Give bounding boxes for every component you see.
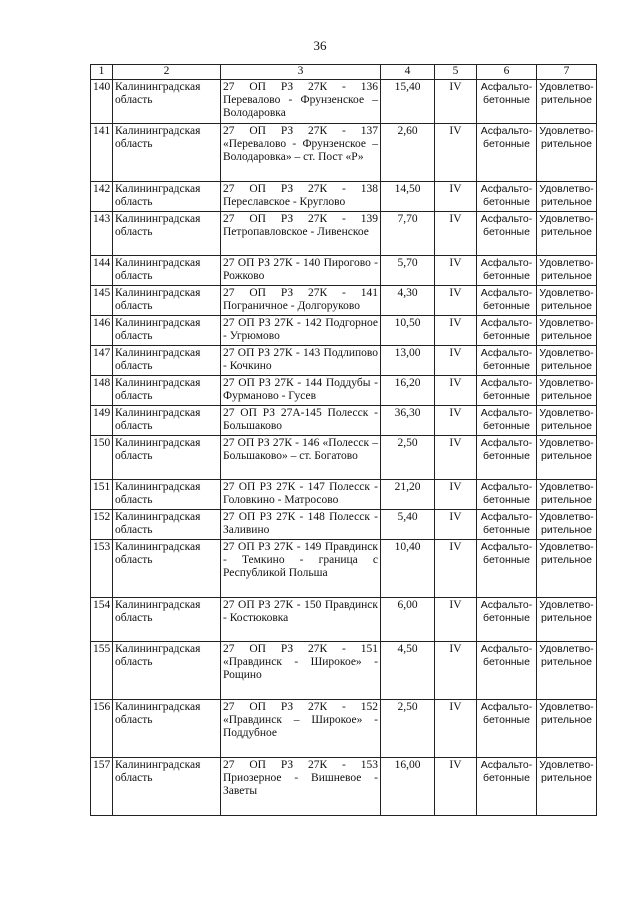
column-header: 1: [91, 65, 113, 80]
category-cell: IV: [435, 510, 477, 540]
condition-cell: Удовлетво-рительное: [537, 346, 597, 376]
length-cell: 16,20: [381, 376, 435, 406]
row-number: 145: [91, 286, 113, 316]
surface-type-cell: Асфальто-бетонные: [477, 540, 537, 598]
condition-cell: Удовлетво-рительное: [537, 758, 597, 816]
surface-type-cell: Асфальто-бетонные: [477, 436, 537, 480]
table-row: [91, 346, 597, 376]
surface-type-cell: Асфальто-бетонные: [477, 758, 537, 816]
category-cell: IV: [435, 80, 477, 124]
length-cell: 10,40: [381, 540, 435, 598]
region-cell: Калининградская область: [113, 510, 221, 540]
table-header-row: [91, 65, 597, 80]
page-number: 36: [313, 38, 327, 53]
row-number: 156: [91, 700, 113, 758]
table-body: [91, 80, 597, 816]
length-cell: 4,50: [381, 642, 435, 700]
length-cell: 7,70: [381, 212, 435, 256]
length-cell: 2,50: [381, 436, 435, 480]
row-number: 144: [91, 256, 113, 286]
category-cell: IV: [435, 436, 477, 480]
region-cell: Калининградская область: [113, 540, 221, 598]
condition-cell: Удовлетво-рительное: [537, 212, 597, 256]
condition-cell: Удовлетво-рительное: [537, 376, 597, 406]
region-cell: Калининградская область: [113, 182, 221, 212]
surface-type-cell: Асфальто-бетонные: [477, 642, 537, 700]
road-name-cell: 27 ОП РЗ 27К - 144 Поддубы - Фурманово - Гусев: [221, 376, 381, 406]
length-cell: 2,50: [381, 700, 435, 758]
region-cell: Калининградская область: [113, 642, 221, 700]
column-header: 3: [221, 65, 381, 80]
region-cell: Калининградская область: [113, 80, 221, 124]
region-cell: Калининградская область: [113, 758, 221, 816]
row-number: 141: [91, 124, 113, 182]
surface-type-cell: Асфальто-бетонные: [477, 700, 537, 758]
category-cell: IV: [435, 256, 477, 286]
surface-type-cell: Асфальто-бетонные: [477, 406, 537, 436]
road-name-cell: 27 ОП РЗ 27К - 137 «Перевалово - Фрунзенское – Володаровка» – ст. Пост «Р»: [221, 124, 381, 182]
surface-type-cell: Асфальто-бетонные: [477, 286, 537, 316]
row-number: 157: [91, 758, 113, 816]
surface-type-cell: Асфальто-бетонные: [477, 346, 537, 376]
row-number: 148: [91, 376, 113, 406]
category-cell: IV: [435, 758, 477, 816]
category-cell: IV: [435, 598, 477, 642]
condition-cell: Удовлетво-рительное: [537, 316, 597, 346]
region-cell: Калининградская область: [113, 598, 221, 642]
category-cell: IV: [435, 700, 477, 758]
surface-type-cell: Асфальто-бетонные: [477, 212, 537, 256]
row-number: 153: [91, 540, 113, 598]
row-number: 140: [91, 80, 113, 124]
length-cell: 6,00: [381, 598, 435, 642]
region-cell: Калининградская область: [113, 436, 221, 480]
table-row: [91, 642, 597, 700]
road-name-cell: 27 ОП РЗ 27К - 141 Пограничное - Долгоруково: [221, 286, 381, 316]
column-header: 4: [381, 65, 435, 80]
row-number: 154: [91, 598, 113, 642]
road-name-cell: 27 ОП РЗ 27К - 151 «Правдинск - Широкое» - Рощино: [221, 642, 381, 700]
table-row: [91, 376, 597, 406]
column-header: 6: [477, 65, 537, 80]
length-cell: 2,60: [381, 124, 435, 182]
region-cell: Калининградская область: [113, 212, 221, 256]
table-row: [91, 182, 597, 212]
table-row: [91, 124, 597, 182]
length-cell: 13,00: [381, 346, 435, 376]
road-name-cell: 27 ОП РЗ 27А-145 Полесск - Большаково: [221, 406, 381, 436]
category-cell: IV: [435, 182, 477, 212]
region-cell: Калининградская область: [113, 316, 221, 346]
condition-cell: Удовлетво-рительное: [537, 540, 597, 598]
table-row: [91, 480, 597, 510]
condition-cell: Удовлетво-рительное: [537, 436, 597, 480]
length-cell: 36,30: [381, 406, 435, 436]
road-name-cell: 27 ОП РЗ 27К - 140 Пирогово - Рожково: [221, 256, 381, 286]
road-name-cell: 27 ОП РЗ 27К - 150 Правдинск - Костюковка: [221, 598, 381, 642]
row-number: 151: [91, 480, 113, 510]
table-row: [91, 758, 597, 816]
category-cell: IV: [435, 540, 477, 598]
condition-cell: Удовлетво-рительное: [537, 182, 597, 212]
surface-type-cell: Асфальто-бетонные: [477, 256, 537, 286]
surface-type-cell: Асфальто-бетонные: [477, 480, 537, 510]
length-cell: 21,20: [381, 480, 435, 510]
table-row: [91, 212, 597, 256]
road-name-cell: 27 ОП РЗ 27К - 143 Подлипово - Кочкино: [221, 346, 381, 376]
region-cell: Калининградская область: [113, 124, 221, 182]
length-cell: 16,00: [381, 758, 435, 816]
table-row: [91, 510, 597, 540]
table-row: [91, 540, 597, 598]
table-row: [91, 406, 597, 436]
length-cell: 4,30: [381, 286, 435, 316]
column-header: 5: [435, 65, 477, 80]
table-row: [91, 700, 597, 758]
category-cell: IV: [435, 406, 477, 436]
condition-cell: Удовлетво-рительное: [537, 642, 597, 700]
row-number: 155: [91, 642, 113, 700]
region-cell: Калининградская область: [113, 376, 221, 406]
road-name-cell: 27 ОП РЗ 27К - 138 Переславское - Круглово: [221, 182, 381, 212]
road-name-cell: 27 ОП РЗ 27К - 149 Правдинск - Темкино - граница с Республикой Польша: [221, 540, 381, 598]
category-cell: IV: [435, 286, 477, 316]
road-name-cell: 27 ОП РЗ 27К - 139 Петропавловское - Ливенское: [221, 212, 381, 256]
column-header: 7: [537, 65, 597, 80]
row-number: 149: [91, 406, 113, 436]
surface-type-cell: Асфальто-бетонные: [477, 80, 537, 124]
length-cell: 10,50: [381, 316, 435, 346]
table-row: [91, 598, 597, 642]
table-row: [91, 80, 597, 124]
length-cell: 14,50: [381, 182, 435, 212]
row-number: 150: [91, 436, 113, 480]
category-cell: IV: [435, 124, 477, 182]
category-cell: IV: [435, 346, 477, 376]
surface-type-cell: Асфальто-бетонные: [477, 376, 537, 406]
column-header: 2: [113, 65, 221, 80]
row-number: 147: [91, 346, 113, 376]
surface-type-cell: Асфальто-бетонные: [477, 182, 537, 212]
table-row: [91, 286, 597, 316]
category-cell: IV: [435, 212, 477, 256]
road-name-cell: 27 ОП РЗ 27К - 152 «Правдинск – Широкое» - Поддубное: [221, 700, 381, 758]
row-number: 143: [91, 212, 113, 256]
road-name-cell: 27 ОП РЗ 27К - 153 Приозерное - Вишневое - Заветы: [221, 758, 381, 816]
region-cell: Калининградская область: [113, 700, 221, 758]
condition-cell: Удовлетво-рительное: [537, 286, 597, 316]
condition-cell: Удовлетво-рительное: [537, 510, 597, 540]
condition-cell: Удовлетво-рительное: [537, 480, 597, 510]
region-cell: Калининградская область: [113, 256, 221, 286]
surface-type-cell: Асфальто-бетонные: [477, 124, 537, 182]
condition-cell: Удовлетво-рительное: [537, 406, 597, 436]
condition-cell: Удовлетво-рительное: [537, 598, 597, 642]
region-cell: Калининградская область: [113, 406, 221, 436]
roads-table: [90, 64, 597, 816]
row-number: 146: [91, 316, 113, 346]
table-row: [91, 316, 597, 346]
length-cell: 15,40: [381, 80, 435, 124]
road-name-cell: 27 ОП РЗ 27К - 147 Полесск - Головкино - Матросово: [221, 480, 381, 510]
road-name-cell: 27 ОП РЗ 27К - 136 Перевалово - Фрунзенское – Володаровка: [221, 80, 381, 124]
row-number: 152: [91, 510, 113, 540]
table-row: [91, 256, 597, 286]
condition-cell: Удовлетво-рительное: [537, 700, 597, 758]
category-cell: IV: [435, 316, 477, 346]
road-name-cell: 27 ОП РЗ 27К - 142 Подгорное - Угрюмово: [221, 316, 381, 346]
condition-cell: Удовлетво-рительное: [537, 124, 597, 182]
category-cell: IV: [435, 376, 477, 406]
length-cell: 5,70: [381, 256, 435, 286]
category-cell: IV: [435, 642, 477, 700]
surface-type-cell: Асфальто-бетонные: [477, 316, 537, 346]
table-row: [91, 436, 597, 480]
road-name-cell: 27 ОП РЗ 27К - 146 «Полесск – Большаково» – ст. Богатово: [221, 436, 381, 480]
condition-cell: Удовлетво-рительное: [537, 256, 597, 286]
region-cell: Калининградская область: [113, 286, 221, 316]
row-number: 142: [91, 182, 113, 212]
road-name-cell: 27 ОП РЗ 27К - 148 Полесск - Заливино: [221, 510, 381, 540]
surface-type-cell: Асфальто-бетонные: [477, 510, 537, 540]
region-cell: Калининградская область: [113, 480, 221, 510]
category-cell: IV: [435, 480, 477, 510]
length-cell: 5,40: [381, 510, 435, 540]
surface-type-cell: Асфальто-бетонные: [477, 598, 537, 642]
region-cell: Калининградская область: [113, 346, 221, 376]
condition-cell: Удовлетво-рительное: [537, 80, 597, 124]
